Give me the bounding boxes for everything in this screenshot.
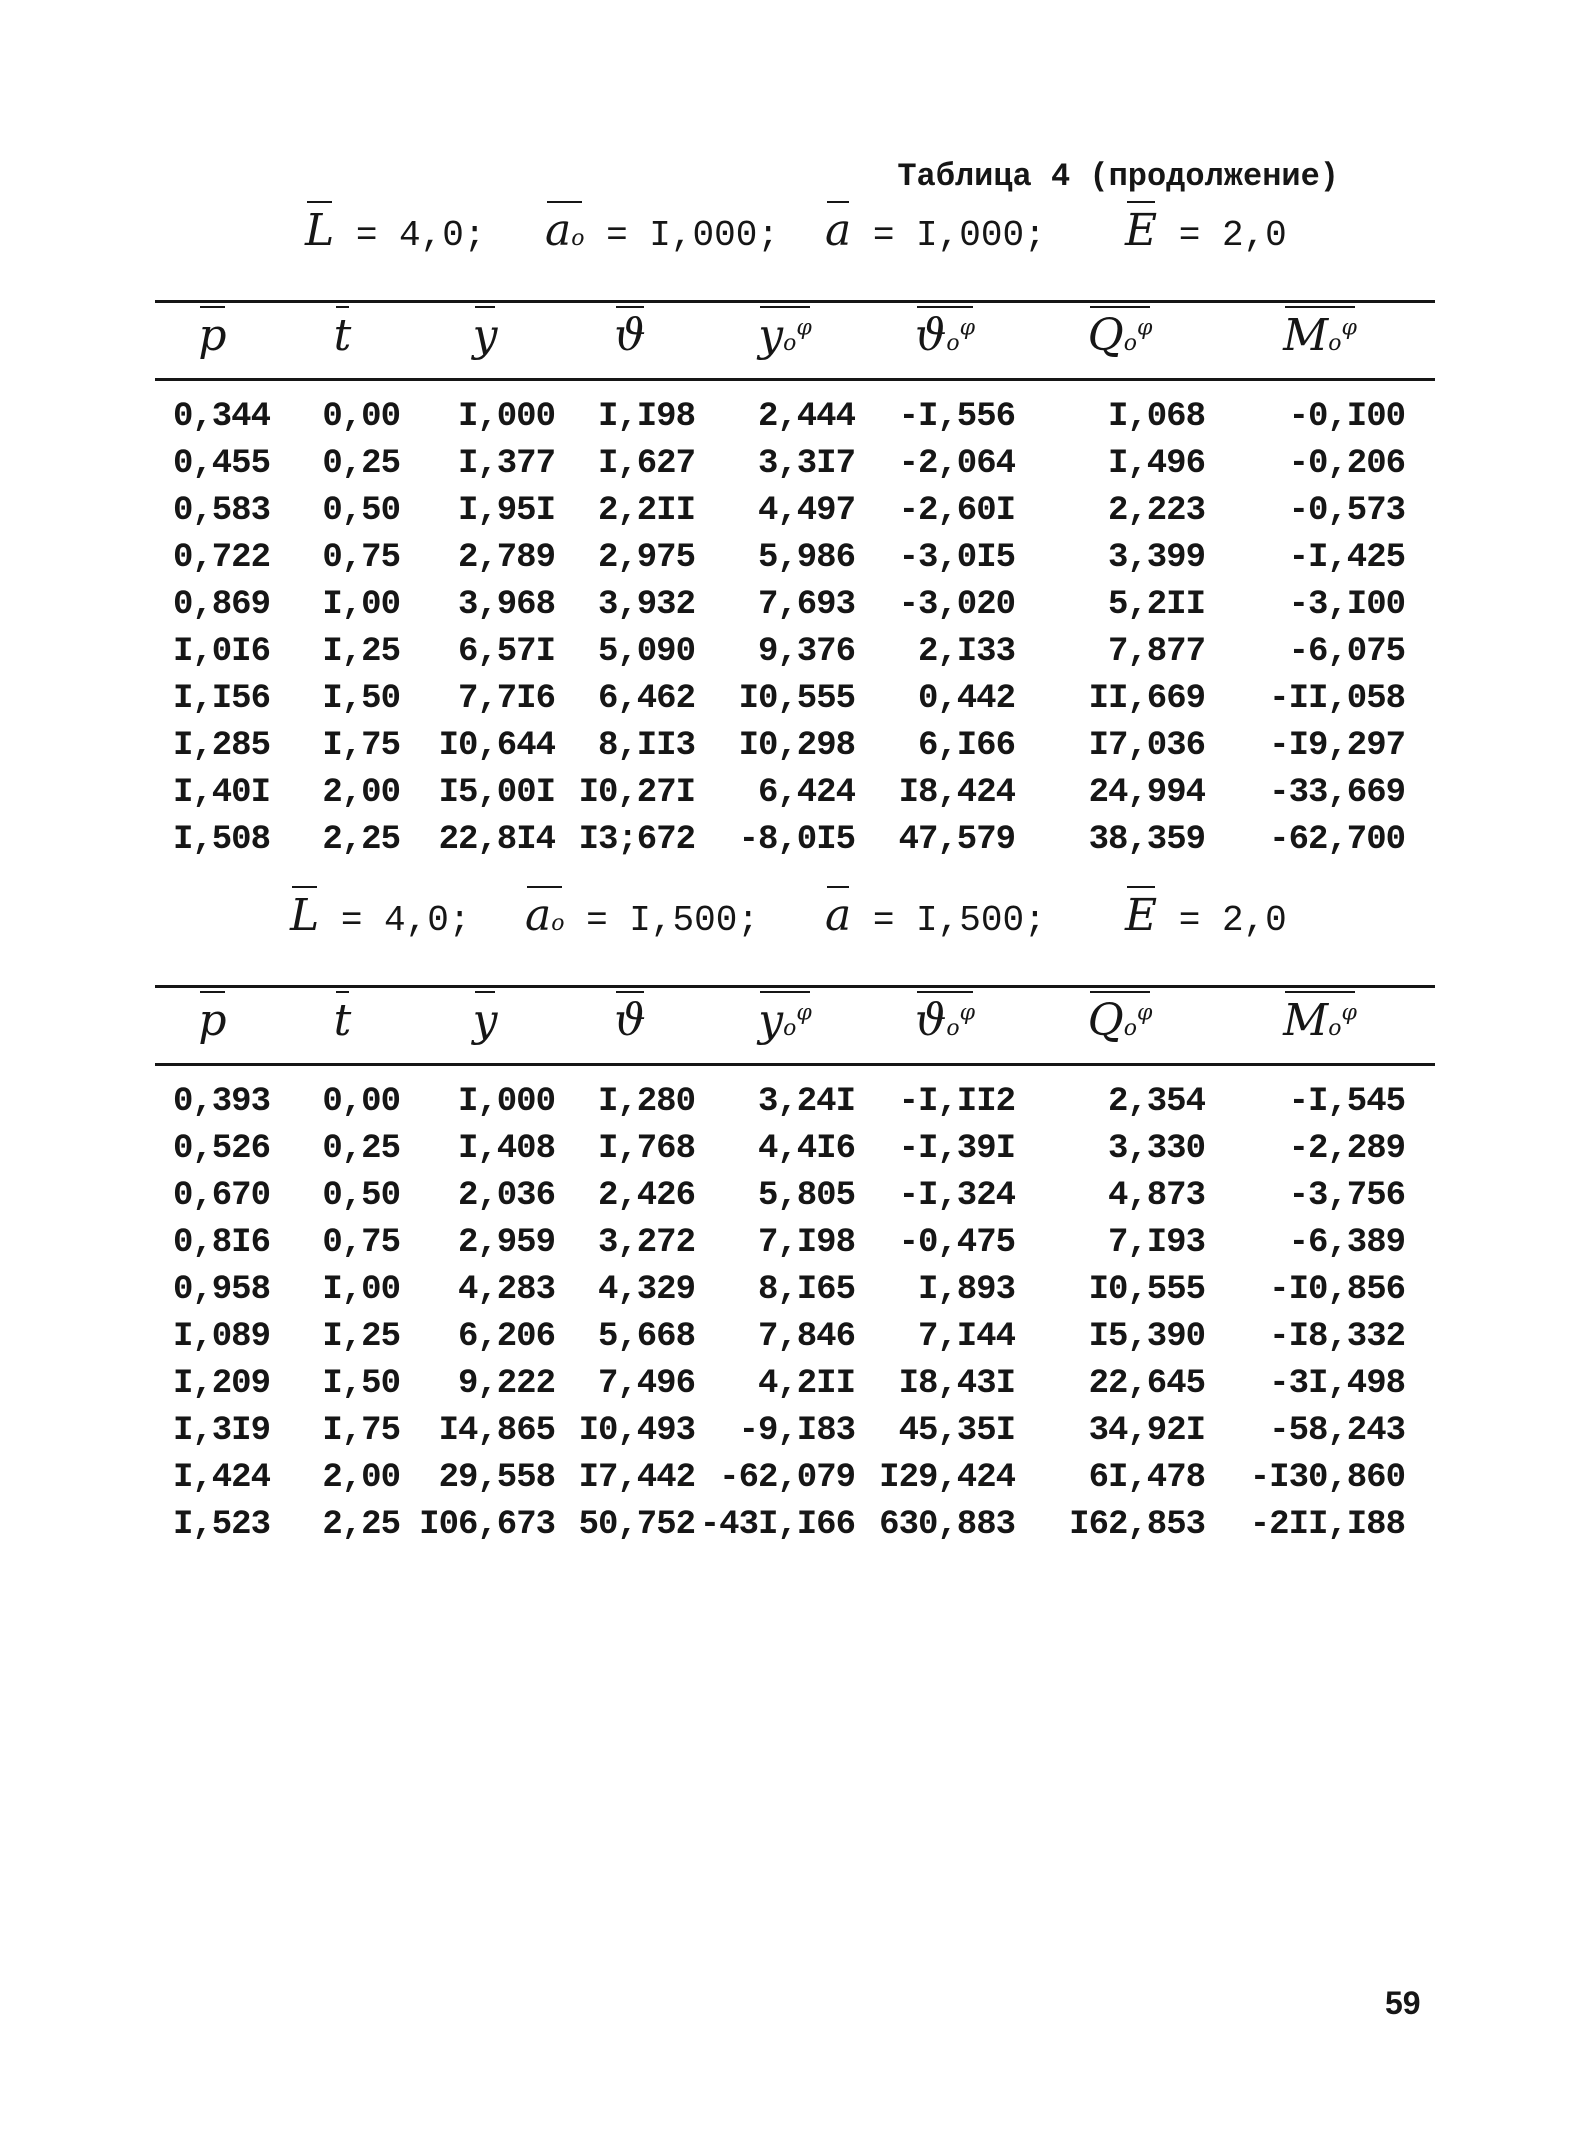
cell-t: I,75 <box>322 727 400 765</box>
cell-m0: -33,669 <box>1269 774 1405 812</box>
table-row <box>155 398 1435 445</box>
cell-phi: 2,975 <box>597 539 695 577</box>
cell-y0: 6,424 <box>757 774 855 812</box>
cell-p: I,0I6 <box>172 633 270 671</box>
cell-q0: 7,877 <box>1107 633 1205 671</box>
cell-phi0: -3,020 <box>898 586 1015 624</box>
col-header-phi: ϑ <box>565 995 695 1055</box>
cell-t: 0,75 <box>322 1224 400 1262</box>
cell-t: 2,00 <box>322 1459 400 1497</box>
param-a0-value: = I,500; <box>586 900 759 941</box>
col-header-phi0: $ϑo^\varphi$ <box>875 310 1015 370</box>
cell-q0: I7,036 <box>1088 727 1205 765</box>
col-header-y: y <box>415 995 555 1055</box>
param-e-value: = 2,0 <box>1178 900 1287 941</box>
table-row <box>155 774 1435 821</box>
cell-q0: I0,555 <box>1088 1271 1205 1309</box>
cell-y0: I0,298 <box>738 727 855 765</box>
cell-y0: 4,497 <box>757 492 855 530</box>
table-row <box>155 1318 1435 1365</box>
table-row <box>155 1365 1435 1412</box>
cell-p: I,3I9 <box>172 1412 270 1450</box>
cell-q0: 4,873 <box>1107 1177 1205 1215</box>
cell-p: 0,722 <box>172 539 270 577</box>
table-row <box>155 539 1435 586</box>
cell-m0: -62,700 <box>1269 821 1405 859</box>
cell-p: I,40I <box>172 774 270 812</box>
table-row <box>155 1459 1435 1506</box>
cell-y: 3,968 <box>457 586 555 624</box>
cell-q0: I5,390 <box>1088 1318 1205 1356</box>
cell-t: 0,00 <box>322 398 400 436</box>
param-l-symbol: L <box>290 890 319 941</box>
section-1-params <box>285 205 1345 265</box>
cell-y: I06,673 <box>419 1506 555 1544</box>
cell-t: I,25 <box>322 1318 400 1356</box>
cell-m0: -I,545 <box>1288 1083 1405 1121</box>
cell-p: 0,958 <box>172 1271 270 1309</box>
param-l-symbol: L <box>305 205 334 256</box>
cell-m0: -I0,856 <box>1269 1271 1405 1309</box>
col-header-p: p <box>155 995 270 1055</box>
cell-m0: -2,289 <box>1288 1130 1405 1168</box>
cell-y0: 7,I98 <box>757 1224 855 1262</box>
cell-y: 6,57I <box>457 633 555 671</box>
cell-q0: I,068 <box>1107 398 1205 436</box>
cell-p: 0,344 <box>172 398 270 436</box>
cell-q0: 2,223 <box>1107 492 1205 530</box>
cell-q0: 3,399 <box>1107 539 1205 577</box>
cell-t: I,75 <box>322 1412 400 1450</box>
table-header <box>155 300 1435 378</box>
cell-m0: -I9,297 <box>1269 727 1405 765</box>
cell-phi0: 45,35I <box>898 1412 1015 1450</box>
cell-y: 6,206 <box>457 1318 555 1356</box>
col-header-q0: $Qo^\varphi$ <box>1035 310 1205 370</box>
param-e-symbol: E <box>1125 890 1157 941</box>
param-e <box>1125 205 1287 256</box>
table-row <box>155 1130 1435 1177</box>
table-caption: Таблица 4 (продолжение) <box>897 158 1339 195</box>
cell-t: I,50 <box>322 680 400 718</box>
cell-p: 0,583 <box>172 492 270 530</box>
cell-phi0: -I,556 <box>898 398 1015 436</box>
cell-phi0: 6,I66 <box>917 727 1015 765</box>
cell-t: I,00 <box>322 1271 400 1309</box>
cell-phi0: I8,43I <box>898 1365 1015 1403</box>
cell-t: 0,25 <box>322 1130 400 1168</box>
cell-y: I,408 <box>457 1130 555 1168</box>
cell-phi0: -2,60I <box>898 492 1015 530</box>
table-row <box>155 1177 1435 1224</box>
cell-phi0: -I,II2 <box>898 1083 1015 1121</box>
cell-phi: I3;672 <box>578 821 695 859</box>
param-a0 <box>525 890 759 941</box>
param-l-value: = 4,0; <box>355 215 486 256</box>
cell-q0: I,496 <box>1107 445 1205 483</box>
col-header-phi: ϑ <box>565 310 695 370</box>
cell-y0: 8,I65 <box>757 1271 855 1309</box>
cell-y0: -62,079 <box>719 1459 855 1497</box>
cell-p: I,424 <box>172 1459 270 1497</box>
cell-y0: 3,24I <box>757 1083 855 1121</box>
col-header-m0: $Mo^\varphi$ <box>1235 995 1405 1055</box>
cell-y0: 4,2II <box>757 1365 855 1403</box>
section-1-rows <box>155 398 1435 868</box>
cell-t: 0,50 <box>322 1177 400 1215</box>
cell-t: 2,00 <box>322 774 400 812</box>
cell-phi0: 630,883 <box>879 1506 1015 1544</box>
cell-phi0: -0,475 <box>898 1224 1015 1262</box>
param-a0-symbol: ao <box>525 890 564 941</box>
cell-m0: -I30,860 <box>1249 1459 1405 1497</box>
section-2-rows <box>155 1083 1435 1553</box>
param-l <box>305 205 485 256</box>
cell-phi: I7,442 <box>578 1459 695 1497</box>
cell-t: 0,00 <box>322 1083 400 1121</box>
cell-y: 4,283 <box>457 1271 555 1309</box>
param-l-value: = 4,0; <box>340 900 471 941</box>
cell-y: 22,8I4 <box>438 821 555 859</box>
cell-y: I,95I <box>457 492 555 530</box>
col-header-t: t <box>285 995 400 1055</box>
cell-t: I,50 <box>322 1365 400 1403</box>
cell-t: 2,25 <box>322 821 400 859</box>
table-row <box>155 586 1435 633</box>
param-e-symbol: E <box>1125 205 1157 256</box>
table-row <box>155 680 1435 727</box>
table-header <box>155 985 1435 1063</box>
cell-q0: 2,354 <box>1107 1083 1205 1121</box>
param-l <box>290 890 470 941</box>
cell-phi0: -3,0I5 <box>898 539 1015 577</box>
cell-y: I,377 <box>457 445 555 483</box>
cell-y: 9,222 <box>457 1365 555 1403</box>
param-a0 <box>545 205 779 256</box>
cell-m0: -II,058 <box>1269 680 1405 718</box>
cell-phi0: I29,424 <box>879 1459 1015 1497</box>
cell-m0: -0,206 <box>1288 445 1405 483</box>
cell-phi: 3,272 <box>597 1224 695 1262</box>
table-row <box>155 445 1435 492</box>
table-header-rule <box>155 1063 1435 1066</box>
cell-q0: 7,I93 <box>1107 1224 1205 1262</box>
cell-phi: I0,27I <box>578 774 695 812</box>
cell-m0: -6,075 <box>1288 633 1405 671</box>
cell-t: 2,25 <box>322 1506 400 1544</box>
cell-y0: I0,555 <box>738 680 855 718</box>
cell-phi: 6,462 <box>597 680 695 718</box>
cell-y: I4,865 <box>438 1412 555 1450</box>
col-header-t: t <box>285 310 400 370</box>
cell-y0: 5,986 <box>757 539 855 577</box>
col-header-q0: $Qo^\varphi$ <box>1035 995 1205 1055</box>
cell-t: 0,50 <box>322 492 400 530</box>
table-row <box>155 1271 1435 1318</box>
section-2-table <box>155 985 1435 1565</box>
cell-y: 2,789 <box>457 539 555 577</box>
cell-phi: 8,II3 <box>597 727 695 765</box>
cell-y0: 5,805 <box>757 1177 855 1215</box>
cell-phi: 2,426 <box>597 1177 695 1215</box>
cell-phi: 7,496 <box>597 1365 695 1403</box>
cell-phi0: I,893 <box>917 1271 1015 1309</box>
cell-y0: 2,444 <box>757 398 855 436</box>
cell-m0: -3I,498 <box>1269 1365 1405 1403</box>
cell-m0: -58,243 <box>1269 1412 1405 1450</box>
cell-phi: I,I98 <box>597 398 695 436</box>
col-header-p: p <box>155 310 270 370</box>
cell-p: I,089 <box>172 1318 270 1356</box>
cell-m0: -0,I00 <box>1288 398 1405 436</box>
param-a-value: = I,000; <box>872 215 1046 256</box>
param-a-symbol: a <box>825 205 851 256</box>
cell-y0: 9,376 <box>757 633 855 671</box>
cell-p: 0,670 <box>172 1177 270 1215</box>
cell-y0: -9,I83 <box>738 1412 855 1450</box>
cell-phi: 50,752 <box>578 1506 695 1544</box>
cell-y0: -43I,I66 <box>699 1506 855 1544</box>
cell-phi: I,627 <box>597 445 695 483</box>
cell-p: I,209 <box>172 1365 270 1403</box>
cell-m0: -0,573 <box>1288 492 1405 530</box>
cell-phi0: 47,579 <box>898 821 1015 859</box>
cell-y: 29,558 <box>438 1459 555 1497</box>
cell-p: 0,869 <box>172 586 270 624</box>
param-e <box>1125 890 1287 941</box>
cell-m0: -3,I00 <box>1288 586 1405 624</box>
cell-q0: 6I,478 <box>1088 1459 1205 1497</box>
col-header-y: y <box>415 310 555 370</box>
table-row <box>155 1412 1435 1459</box>
cell-p: I,508 <box>172 821 270 859</box>
cell-m0: -I,425 <box>1288 539 1405 577</box>
cell-phi: I,768 <box>597 1130 695 1168</box>
cell-q0: II,669 <box>1088 680 1205 718</box>
cell-m0: -I8,332 <box>1269 1318 1405 1356</box>
cell-phi: 2,2II <box>597 492 695 530</box>
cell-q0: 3,330 <box>1107 1130 1205 1168</box>
cell-y: 2,036 <box>457 1177 555 1215</box>
cell-phi0: -I,39I <box>898 1130 1015 1168</box>
cell-q0: I62,853 <box>1069 1506 1205 1544</box>
section-1-table <box>155 300 1435 870</box>
param-a-symbol: a <box>825 890 851 941</box>
cell-p: I,523 <box>172 1506 270 1544</box>
cell-t: 0,25 <box>322 445 400 483</box>
param-a-value: = I,500; <box>872 900 1046 941</box>
cell-t: I,25 <box>322 633 400 671</box>
cell-phi: I,280 <box>597 1083 695 1121</box>
section-2-params <box>285 890 1345 950</box>
cell-m0: -6,389 <box>1288 1224 1405 1262</box>
cell-q0: 34,92I <box>1088 1412 1205 1450</box>
cell-y: I5,00I <box>438 774 555 812</box>
table-row <box>155 633 1435 680</box>
table-header-rule <box>155 378 1435 381</box>
cell-phi: 4,329 <box>597 1271 695 1309</box>
cell-y: 7,7I6 <box>457 680 555 718</box>
cell-t: I,00 <box>322 586 400 624</box>
param-a <box>825 890 1046 941</box>
cell-phi0: 2,I33 <box>917 633 1015 671</box>
cell-phi: 5,090 <box>597 633 695 671</box>
cell-p: 0,393 <box>172 1083 270 1121</box>
cell-m0: -2II,I88 <box>1249 1506 1405 1544</box>
cell-t: 0,75 <box>322 539 400 577</box>
param-e-value: = 2,0 <box>1178 215 1287 256</box>
page-number: 59 <box>1385 1985 1421 2021</box>
cell-p: 0,455 <box>172 445 270 483</box>
cell-y: I,000 <box>457 1083 555 1121</box>
param-a <box>825 205 1046 256</box>
cell-q0: 5,2II <box>1107 586 1205 624</box>
table-row <box>155 492 1435 539</box>
cell-y0: 3,3I7 <box>757 445 855 483</box>
cell-phi: 5,668 <box>597 1318 695 1356</box>
cell-p: 0,8I6 <box>172 1224 270 1262</box>
col-header-m0: $Mo^\varphi$ <box>1235 310 1405 370</box>
cell-p: 0,526 <box>172 1130 270 1168</box>
table-row <box>155 1224 1435 1271</box>
cell-phi0: -2,064 <box>898 445 1015 483</box>
cell-q0: 24,994 <box>1088 774 1205 812</box>
col-header-y0: $yo^\varphi$ <box>715 995 855 1055</box>
cell-y0: 4,4I6 <box>757 1130 855 1168</box>
table-row <box>155 821 1435 868</box>
table-row <box>155 1083 1435 1130</box>
col-header-phi0: $ϑo^\varphi$ <box>875 995 1015 1055</box>
table-row <box>155 1506 1435 1553</box>
cell-q0: 22,645 <box>1088 1365 1205 1403</box>
cell-y: I,000 <box>457 398 555 436</box>
cell-p: I,285 <box>172 727 270 765</box>
cell-phi0: I8,424 <box>898 774 1015 812</box>
cell-q0: 38,359 <box>1088 821 1205 859</box>
table-row <box>155 727 1435 774</box>
col-header-y0: $yo^\varphi$ <box>715 310 855 370</box>
cell-phi: 3,932 <box>597 586 695 624</box>
cell-phi0: 7,I44 <box>917 1318 1015 1356</box>
cell-m0: -3,756 <box>1288 1177 1405 1215</box>
cell-y0: 7,693 <box>757 586 855 624</box>
cell-y0: 7,846 <box>757 1318 855 1356</box>
cell-y: I0,644 <box>438 727 555 765</box>
cell-phi0: 0,442 <box>917 680 1015 718</box>
param-a0-value: = I,000; <box>606 215 779 256</box>
cell-p: I,I56 <box>172 680 270 718</box>
cell-y0: -8,0I5 <box>738 821 855 859</box>
cell-y: 2,959 <box>457 1224 555 1262</box>
cell-phi0: -I,324 <box>898 1177 1015 1215</box>
param-a0-symbol: ao <box>545 205 584 256</box>
cell-phi: I0,493 <box>578 1412 695 1450</box>
